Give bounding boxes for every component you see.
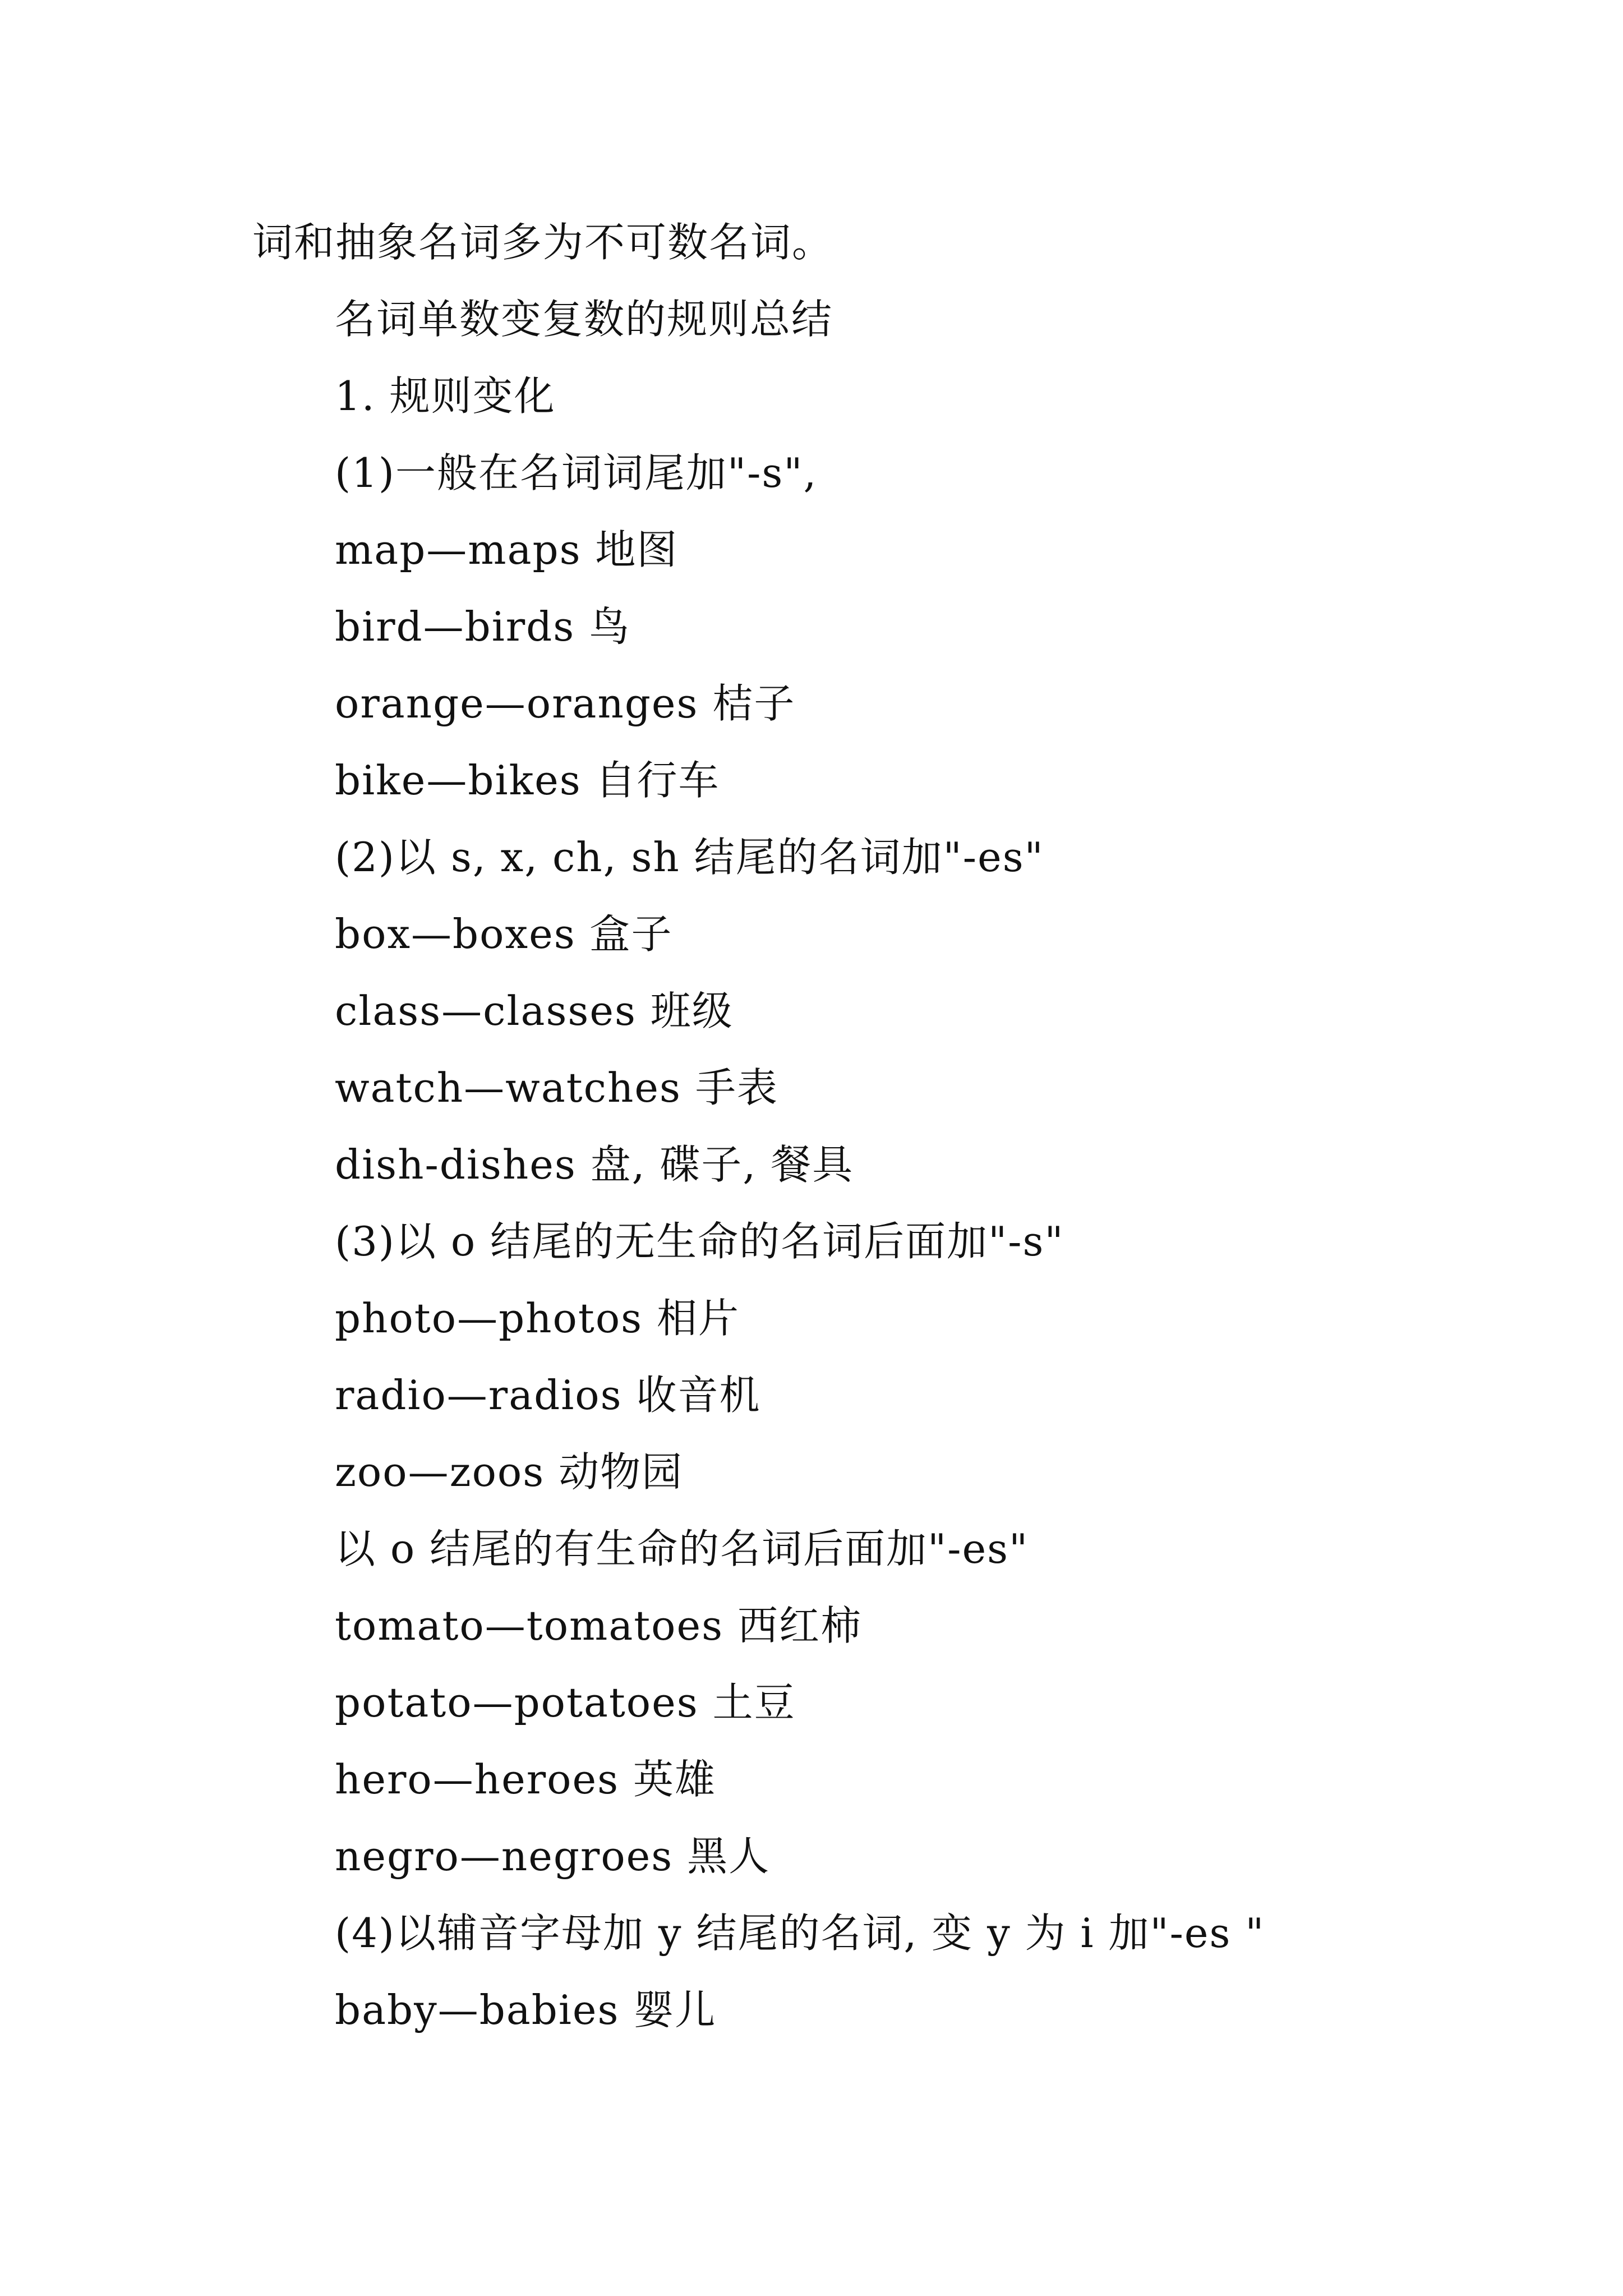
example-line: baby—babies 婴儿 <box>335 1986 717 2033</box>
example-line: bird—birds 鸟 <box>335 603 631 650</box>
example-line: orange—oranges 桔子 <box>335 680 796 727</box>
example-line: zoo—zoos 动物园 <box>335 1448 684 1496</box>
example-line: watch—watches 手表 <box>335 1064 778 1111</box>
rule-heading: (4)以辅音字母加 y 结尾的名词, 变 y 为 i 加"-es " <box>335 1910 1265 1957</box>
example-line: dish-dishes 盘, 碟子, 餐具 <box>335 1141 854 1188</box>
example-line: tomato—tomatoes 西红柿 <box>335 1602 862 1649</box>
section-heading: 名词单数变复数的规则总结 <box>335 296 833 343</box>
rule-heading: 以 o 结尾的有生命的名词后面加"-es" <box>335 1525 1029 1572</box>
rule-heading: (1)一般在名词词尾加"-s", <box>335 449 818 496</box>
rule-heading: (2)以 s, x, ch, sh 结尾的名词加"-es" <box>335 834 1044 881</box>
example-line: radio—radios 收音机 <box>335 1372 761 1419</box>
example-line: bike—bikes 自行车 <box>335 757 720 804</box>
example-line: map—maps 地图 <box>335 526 679 573</box>
example-line: hero—heroes 英雄 <box>335 1756 716 1803</box>
example-line: potato—potatoes 土豆 <box>335 1679 796 1726</box>
example-line: box—boxes 盒子 <box>335 910 673 958</box>
example-line: negro—negroes 黑人 <box>335 1833 771 1880</box>
subsection-heading: 1. 规则变化 <box>335 372 556 420</box>
example-line: photo—photos 相片 <box>335 1295 740 1342</box>
text-line: 词和抽象名词多为不可数名词。 <box>252 219 834 266</box>
example-line: class—classes 班级 <box>335 987 734 1034</box>
rule-heading: (3)以 o 结尾的无生命的名词后面加"-s" <box>335 1218 1064 1265</box>
